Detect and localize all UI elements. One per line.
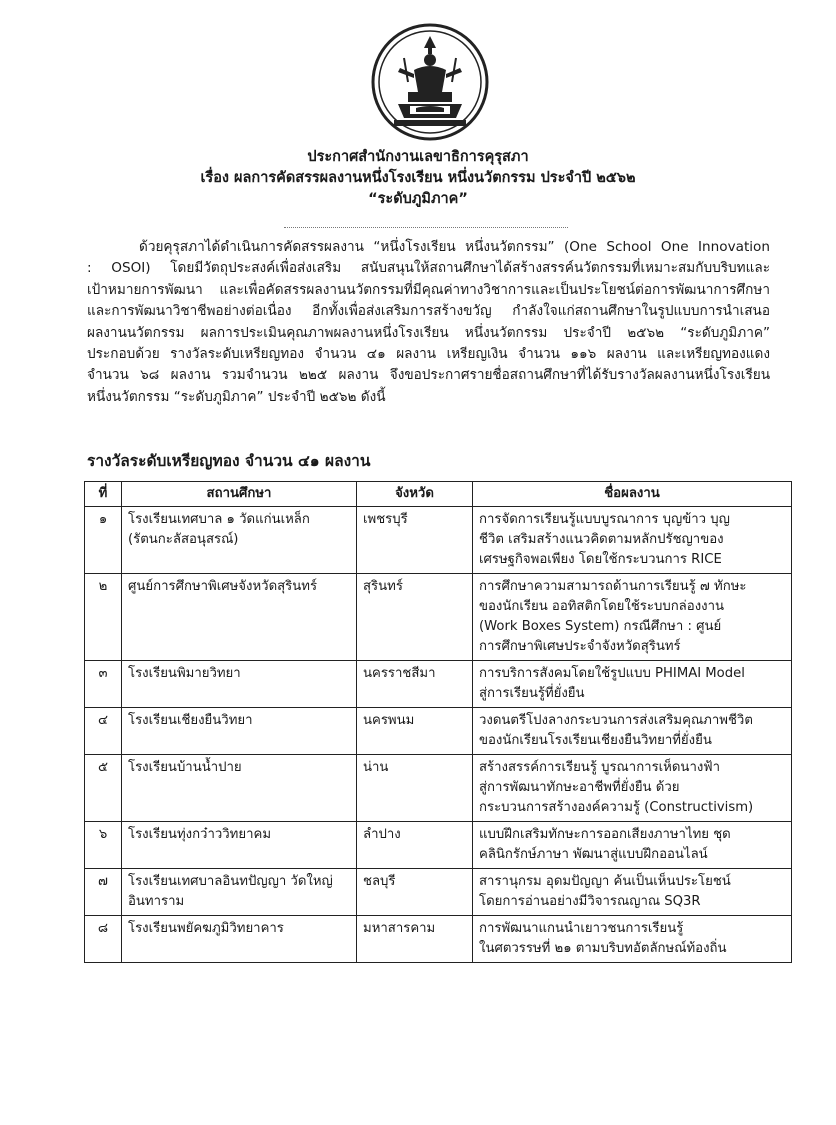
cell-school-line: ศูนย์การศึกษาพิเศษจังหวัดสุรินทร์ [128, 579, 318, 594]
intro-paragraph [87, 237, 770, 408]
cell-no: ๔ [85, 708, 122, 755]
column-header-school: สถานศึกษา [122, 482, 357, 507]
cell-work [473, 708, 792, 755]
cell-work-line: เศรษฐกิจพอเพียง โดยใช้กระบวนการ RICE [479, 552, 722, 567]
cell-no: ๕ [85, 755, 122, 822]
cell-school [122, 507, 357, 574]
cell-work-line: สร้างสรรค์การเรียนรู้ บูรณาการเห็ดนางฟ้า [479, 760, 721, 775]
cell-school-line: โรงเรียนบ้านน้ำปาย [128, 760, 242, 775]
cell-work-line: สู่การพัฒนาทักษะอาชีพที่ยั่งยืน ด้วย [479, 780, 680, 795]
intro-line: เป้าหมายการพัฒนา และเพื่อคัดสรรผลงานนวัตกรรมที่มีคุณค่าทางวิชาการและเป็นประโยชน์ต่อการพัฒนาการศึกษา [87, 281, 770, 298]
intro-line: และการพัฒนาวิชาชีพอย่างต่อเนื่อง อีกทั้งเพื่อส่งเสริมการสร้างขวัญ กำลังใจแก่สถานศึกษาในรูปแบบการนำเสนอ [87, 303, 770, 320]
cell-school-line: โรงเรียนทุ่งกว๋าววิทยาคม [128, 827, 272, 842]
cell-work-line: กระบวนการสร้างองค์ความรู้ (Constructivism) [479, 800, 754, 815]
cell-work [473, 822, 792, 869]
cell-province: เพชรบุรี [357, 507, 473, 574]
intro-line: ด้วยคุรุสภาได้ดำเนินการคัดสรรผลงาน “หนึ่งโรงเรียน หนึ่งนวัตกรรม” (One School One Innovation [139, 239, 770, 255]
cell-no: ๘ [85, 916, 122, 963]
cell-school-line: โรงเรียนเชียงยืนวิทยา [128, 713, 253, 728]
cell-province: น่าน [357, 755, 473, 822]
cell-school [122, 755, 357, 822]
cell-province: มหาสารคาม [357, 916, 473, 963]
cell-school [122, 574, 357, 661]
cell-no: ๒ [85, 574, 122, 661]
cell-school [122, 661, 357, 708]
cell-no: ๑ [85, 507, 122, 574]
cell-work [473, 507, 792, 574]
gold-award-table [84, 481, 792, 963]
cell-no: ๓ [85, 661, 122, 708]
intro-line: ประกอบด้วย รางวัลระดับเหรียญทอง จำนวน ๔๑ ผลงาน เหรียญเงิน จำนวน ๑๑๖ ผลงาน และเหรียญทองแดง [87, 346, 770, 363]
cell-work-line: โดยการอ่านอย่างมีวิจารณญาณ SQ3R [479, 894, 701, 909]
cell-school [122, 822, 357, 869]
cell-province: นครพนม [357, 708, 473, 755]
cell-work-line: ของนักเรียนโรงเรียนเชียงยืนวิทยาที่ยั่งยืน [479, 733, 712, 748]
cell-school [122, 916, 357, 963]
cell-work [473, 916, 792, 963]
table-body [85, 507, 792, 963]
announcement-subject: เรื่อง ผลการคัดสรรผลงานหนึ่งโรงเรียน หนึ่งนวัตกรรม ประจำปี ๒๕๖๒ [200, 170, 636, 186]
intro-line: จำนวน ๖๘ ผลงาน รวมจำนวน ๒๒๕ ผลงาน จึงขอประกาศรายชื่อสถานศึกษาที่ได้รับรางวัลผลงานหนึ่งโรงเรียน [87, 367, 770, 384]
cell-work [473, 755, 792, 822]
cell-work-line: วงดนตรีโปงลางกระบวนการส่งเสริมคุณภาพชีวิต [479, 713, 753, 728]
cell-work-line: การบริการสังคมโดยใช้รูปแบบ PHIMAI Model [479, 666, 745, 681]
table-row [85, 755, 792, 822]
column-header-work: ชื่อผลงาน [473, 482, 792, 507]
announcement-header [0, 147, 836, 210]
cell-work-line: การพัฒนาแกนนำเยาวชนการเรียนรู้ [479, 921, 684, 936]
cell-province: สุรินทร์ [357, 574, 473, 661]
table-row [85, 708, 792, 755]
column-header-province: จังหวัด [357, 482, 473, 507]
cell-work-line: การศึกษาความสามารถด้านการเรียนรู้ ๗ ทักษะ [479, 579, 747, 594]
cell-school [122, 869, 357, 916]
table-row [85, 916, 792, 963]
cell-work-line: การจัดการเรียนรู้แบบบูรณาการ บุญข้าว บุญ [479, 512, 730, 527]
cell-school-line: โรงเรียนพยัคฆภูมิวิทยาคาร [128, 921, 284, 936]
cell-no: ๖ [85, 822, 122, 869]
cell-school-line: โรงเรียนพิมายวิทยา [128, 666, 241, 681]
cell-work-line: (Work Boxes System) กรณีศึกษา : ศูนย์ [479, 619, 722, 634]
cell-no: ๗ [85, 869, 122, 916]
cell-work-line: การศึกษาพิเศษประจำจังหวัดสุรินทร์ [479, 639, 681, 654]
cell-work-line: ชีวิต เสริมสร้างแนวคิดตามหลักปรัชญาของ [479, 532, 724, 547]
cell-work [473, 869, 792, 916]
cell-school-line: อินทาราม [128, 894, 185, 909]
table-header-row [85, 482, 792, 507]
cell-work-line: สู่การเรียนรู้ที่ยั่งยืน [479, 686, 585, 701]
announcement-issuer: ประกาศสำนักงานเลขาธิการคุรุสภา [307, 149, 529, 165]
announcement-level: “ระดับภูมิภาค” [368, 191, 468, 207]
header-divider [284, 227, 568, 228]
cell-work-line: สารานุกรม อุดมปัญญา ค้นเป็นเห็นประโยชน์ [479, 874, 731, 889]
intro-line: ผลงานนวัตกรรม ผลการประเมินคุณภาพผลงานหนึ่งโรงเรียน หนึ่งนวัตกรรม ประจำปี ๒๕๖๒ “ระดับภูมิภาค” [87, 324, 770, 341]
gold-award-section-title: รางวัลระดับเหรียญทอง จำนวน ๔๑ ผลงาน [87, 452, 371, 470]
intro-line: : OSOI) โดยมีวัตถุประสงค์เพื่อส่งเสริม สนับสนุนให้สถานศึกษาได้สร้างสรรค์นวัตกรรมที่เหมาะสมกับบริบทและ [87, 260, 770, 277]
cell-work-line: คลินิกรักษ์ภาษา พัฒนาสู่แบบฝึกออนไลน์ [479, 847, 708, 862]
cell-school [122, 708, 357, 755]
cell-school-line: โรงเรียนเทศบาล ๑ วัดแก่นเหล็ก [128, 512, 310, 527]
cell-school-line: โรงเรียนเทศบาลอินทปัญญา วัดใหญ่ [128, 874, 333, 889]
table-row [85, 507, 792, 574]
table-row [85, 661, 792, 708]
teachers-council-seal-icon [370, 22, 490, 142]
table-row [85, 822, 792, 869]
cell-work [473, 574, 792, 661]
cell-work [473, 661, 792, 708]
intro-line: หนึ่งนวัตกรรม “ระดับภูมิภาค” ประจำปี ๒๕๖๒ ดังนี้ [87, 388, 386, 405]
cell-school-line: (รัตนกะลัสอนุสรณ์) [128, 532, 239, 547]
cell-province: ลำปาง [357, 822, 473, 869]
cell-work-line: ของนักเรียน ออทิสติกโดยใช้ระบบกล่องงาน [479, 599, 724, 614]
cell-work-line: แบบฝึกเสริมทักษะการออกเสียงภาษาไทย ชุด [479, 827, 731, 842]
cell-province: นครราชสีมา [357, 661, 473, 708]
cell-work-line: ในศตวรรษที่ ๒๑ ตามบริบทอัตลักษณ์ท้องถิ่น [479, 941, 727, 956]
table-row [85, 574, 792, 661]
cell-province: ชลบุรี [357, 869, 473, 916]
table-row [85, 869, 792, 916]
column-header-no: ที่ [85, 482, 122, 507]
